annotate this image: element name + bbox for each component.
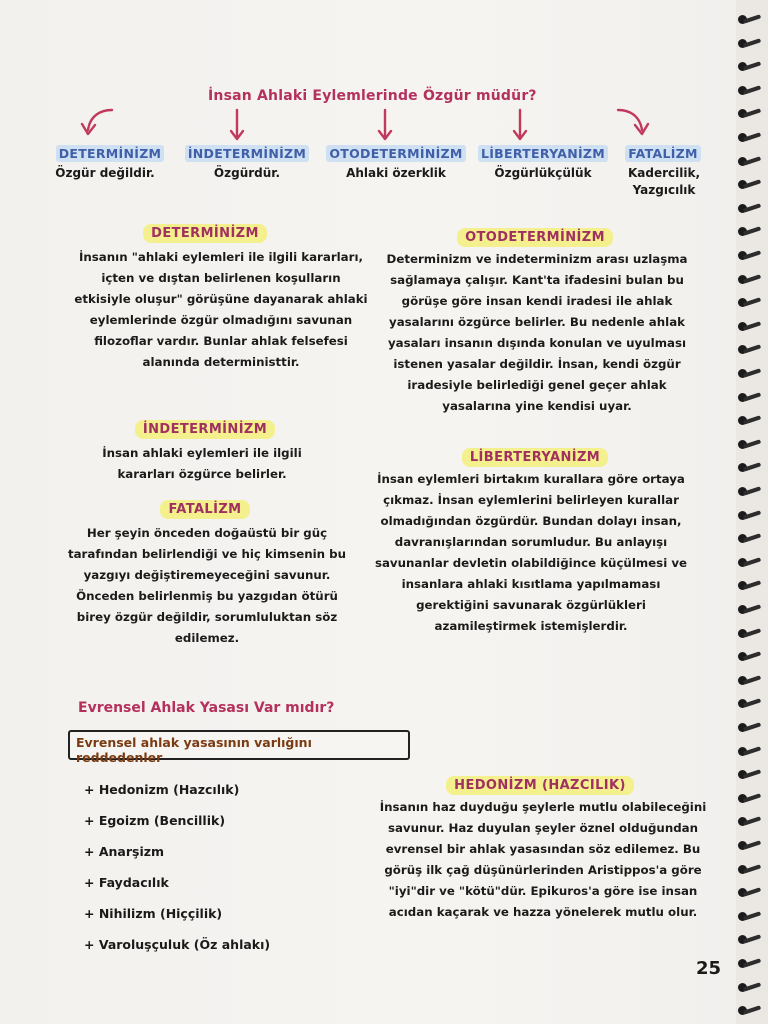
spiral-coil xyxy=(738,462,762,473)
spiral-coil xyxy=(738,958,762,969)
term-otodeterminizm: OTODETERMİNİZM xyxy=(322,146,470,161)
term-liberteryanizm: LİBERTERYANİZM xyxy=(474,146,612,161)
spiral-coil xyxy=(738,675,762,686)
text-indeterminizm: İnsan ahlaki eylemleri ile ilgili kararları özgürce belirler. xyxy=(102,446,302,481)
text-hedonizm: İnsanın haz duyduğu şeylerle mutlu olabileceğini savunur. Haz duyulan şeyler öznel olduğundan evrensel bir ahlak yasasından söz edilemez. Bu görüş ilk çağ düşünürlerinden Aristippos'a göre "iyi"dir ve "kötü"dür. Epikuros'a göre ise insan acıdan kaçarak ve hazza yönelerek mutlu olur. xyxy=(379,800,707,919)
term-determinizm: DETERMİNİZM xyxy=(50,146,170,161)
spiral-coil xyxy=(738,887,762,898)
term-desc-liberteryanizm: Özgürlükçülük xyxy=(494,166,592,180)
page-number: 25 xyxy=(696,958,722,979)
spiral-coil xyxy=(738,156,762,167)
spiral-coil xyxy=(738,580,762,591)
spiral-coil xyxy=(738,486,762,497)
list-item: + Faydacılık xyxy=(84,875,169,890)
heading-determinizm: DETERMİNİZM xyxy=(80,226,330,241)
arrow-left-curve-icon xyxy=(78,104,118,144)
spiral-coil xyxy=(738,604,762,615)
spiral-coil xyxy=(738,510,762,521)
spiral-coil xyxy=(738,61,762,72)
term-desc-otodeterminizm: Ahlaki özerklik xyxy=(346,166,446,180)
spiral-coil xyxy=(738,297,762,308)
term-fatalizm: FATALİZM xyxy=(618,146,708,161)
list-item: + Anarşizm xyxy=(84,844,165,859)
spiral-coil xyxy=(738,250,762,261)
spiral-coil xyxy=(738,698,762,709)
spiral-coil xyxy=(738,1005,762,1016)
spiral-coil xyxy=(738,934,762,945)
list-item: + Egoizm (Bencillik) xyxy=(84,813,226,828)
spiral-coil xyxy=(738,911,762,922)
spiral-coil xyxy=(738,982,762,993)
page-title: İnsan Ahlaki Eylemlerinde Özgür müdür? xyxy=(208,88,537,104)
spiral-coil xyxy=(738,651,762,662)
spiral-coil xyxy=(738,38,762,49)
spiral-coil xyxy=(738,108,762,119)
spiral-coil xyxy=(738,85,762,96)
spiral-coil xyxy=(738,722,762,733)
term-desc-fatalizm: Kadercilik, Yazgıcılık xyxy=(627,166,701,197)
question-heading: Evrensel Ahlak Yasası Var mıdır? xyxy=(78,700,335,716)
term-indeterminizm: İNDETERMİNİZM xyxy=(182,146,312,161)
spiral-coil xyxy=(738,203,762,214)
list-item: + Hedonizm (Hazcılık) xyxy=(84,782,240,797)
spiral-coil xyxy=(738,769,762,780)
spiral-coil xyxy=(738,557,762,568)
spiral-coil xyxy=(738,392,762,403)
spiral-coil xyxy=(738,179,762,190)
text-liberteryanizm: İnsan eylemleri birtakım kurallara göre ortaya çıkmaz. İnsan eylemlerini belirleyen kurallar olmadığından özgürdür. Bundan dolayı insan, davranışlarından sorumludur. Bu anlayışı savunanlar devletin olabildiğince küçülmesi ve insanlara ahlaki kısıtlama yapılmaması gerektiğini savunarak özgürlükleri azamileştirmek istemişlerdir. xyxy=(374,472,688,633)
spiral-coil xyxy=(738,368,762,379)
spiral-coil xyxy=(738,132,762,143)
spiral-coil xyxy=(738,344,762,355)
spiral-coil xyxy=(738,14,762,25)
heading-indeterminizm: İNDETERMİNİZM xyxy=(80,422,330,437)
text-fatalizm: Her şeyin önceden doğaüstü bir güç tarafından belirlendiği ve hiç kimsenin bu yazgıyı değiştiremeyeceğini savunur. Önceden belirlenmiş bu yazgıdan ötürü birey özgür değildir, sorumluluktan söz edilemez. xyxy=(67,526,347,645)
spiral-coil xyxy=(738,439,762,450)
reject-list xyxy=(84,774,270,960)
heading-liberteryanizm: LİBERTERYANİZM xyxy=(405,450,665,465)
spiral-coil xyxy=(738,226,762,237)
spiral-coil xyxy=(738,533,762,544)
arrow-down-icon xyxy=(510,108,530,144)
heading-hedonizm: HEDONİZM (HAZCILIK) xyxy=(420,778,660,793)
spiral-coil xyxy=(738,816,762,827)
heading-otodeterminizm: OTODETERMİNİZM xyxy=(405,230,665,245)
spiral-coil xyxy=(738,415,762,426)
arrow-down-icon xyxy=(227,108,247,144)
arrow-down-icon xyxy=(375,108,395,144)
list-item: + Nihilizm (Hiççilik) xyxy=(84,906,223,921)
spiral-coil xyxy=(738,840,762,851)
arrow-right-curve-icon xyxy=(612,104,652,144)
heading-fatalizm: FATALİZM xyxy=(80,502,330,517)
spiral-coil xyxy=(738,793,762,804)
list-item: + Varoluşçuluk (Öz ahlakı) xyxy=(84,937,271,952)
term-desc-determinizm: Özgür değildir. xyxy=(55,166,155,180)
reject-box: Evrensel ahlak yasasının varlığını reddedenler xyxy=(68,730,410,760)
term-desc-indeterminizm: Özgürdür. xyxy=(213,166,281,180)
text-otodeterminizm: Determinizm ve indeterminizm arası uzlaşma sağlamaya çalışır. Kant'ta ifadesini bulan bu görüşe göre insan kendi iradesi ile ahlak yasalarını özgürce belirler. Bu nedenle ahlak yasaları insanın dışında konulan ve uyulması istenen yasalar değildir. İnsan, kendi özgür iradesiyle belirlediği genel geçer ahlak yasalarına yine kendisi uyar. xyxy=(386,252,688,413)
spiral-coil xyxy=(738,746,762,757)
spiral-binding xyxy=(736,0,768,1024)
text-determinizm: İnsanın "ahlaki eylemleri ile ilgili kararları, içten ve dıştan belirlenen koşulların etkisiyle oluşur" görüşüne dayanarak ahlaki eylemlerinde özgür olmadığını savunan filozoflar vardır. Bunlar ahlak felsefesi alanında deterministtir. xyxy=(74,250,368,369)
spiral-coil xyxy=(738,321,762,332)
spiral-coil xyxy=(738,864,762,875)
spiral-coil xyxy=(738,628,762,639)
spiral-coil xyxy=(738,274,762,285)
